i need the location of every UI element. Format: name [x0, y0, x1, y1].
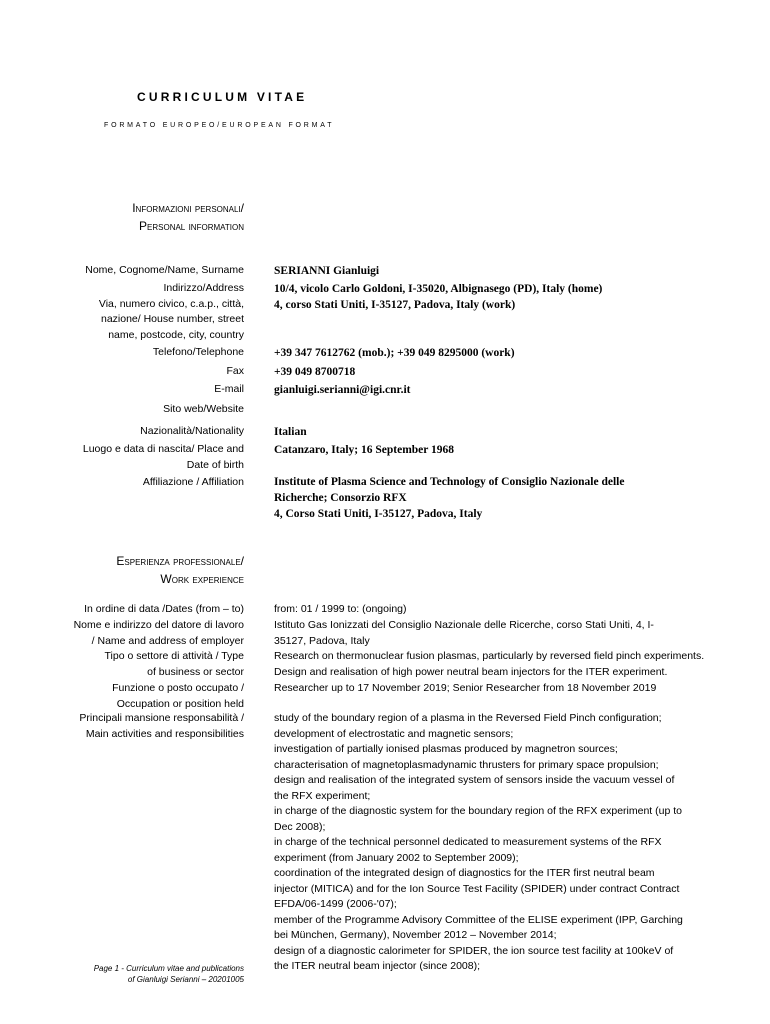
birth-label: Luogo e data di nascita/ Place and Date of birth	[82, 443, 244, 471]
phone-label: Telefono/Telephone	[152, 346, 244, 358]
personal-section-title-line2: Personal information	[139, 219, 244, 233]
cv-title: CURRICULUM VITAE	[137, 90, 308, 104]
personal-section-title	[132, 199, 244, 235]
activity-item: investigation of partially ionised plasmas produced by magnetron sources;	[274, 743, 618, 755]
name-value: SERIANNI Gianluigi	[274, 265, 380, 277]
work-section-title	[116, 552, 244, 588]
activity-item: design and realisation of the integrated system of sensors inside the vacuum vessel of the RFX experiment;	[274, 774, 675, 802]
occupation-value: Researcher up to 17 November 2019; Senior Researcher from 18 November 2019	[274, 682, 657, 694]
activity-item: in charge of the technical personnel dedicated to measurement systems of the RFX experiment (from January 2002 to September 2009);	[274, 836, 662, 864]
occupation-label: Funzione o posto occupato / Occupation or position held	[112, 682, 244, 710]
employer-value: Istituto Gas Ionizzati del Consiglio Nazionale delle Ricerche, corso Stati Uniti, 4, I-35127, Padova, Italy	[274, 619, 654, 647]
footer-line1: Page 1 - Curriculum vitae and publications	[93, 964, 244, 973]
activity-item: member of the Programme Advisory Committee of the ELISE experiment (IPP, Garching bei München, Germany), November 2012 – November 2014;	[274, 913, 683, 941]
fax-label: Fax	[226, 365, 244, 377]
address-label: Indirizzo/Address Via, numero civico, c.a.p., città, nazione/ House number, street name, postcode, city, country	[98, 282, 244, 341]
email-value: gianluigi.serianni@igi.cnr.it	[274, 384, 411, 396]
nationality-value: Italian	[274, 426, 307, 438]
footer-line2: of Gianluigi Serianni – 20201005	[127, 975, 244, 984]
address-value: 10/4, vicolo Carlo Goldoni, I-35020, Albignasego (PD), Italy (home) 4, corso Stati Uniti, I-35127, Padova, Italy (work)	[274, 283, 603, 311]
employer-label: Nome e indirizzo del datore di lavoro / Name and address of employer	[73, 619, 244, 647]
personal-section-title-line1: Informazioni personali/	[132, 201, 244, 215]
work-section-title-line1: Esperienza professionale/	[116, 554, 244, 568]
name-label: Nome, Cognome/Name, Surname	[85, 264, 244, 276]
activity-item: development of electrostatic and magnetic sensors;	[274, 727, 514, 740]
page-footer	[94, 963, 244, 985]
activity-item: coordination of the integrated design of diagnostics for the ITER first neutral beam injector (MITICA) and for the Ion Source Test Facility (SPIDER) under contract Contract EFDA/06-1499 (2006-'07);	[274, 867, 680, 910]
format-subtitle: FORMATO EUROPEO/EUROPEAN FORMAT	[104, 122, 335, 129]
website-label: Sito web/Website	[163, 403, 244, 415]
business-label: Tipo o settore di attività / Type of business or sector	[104, 650, 244, 678]
dates-label: In ordine di data /Dates (from – to)	[84, 603, 244, 615]
dates-value: from: 01 / 1999 to: (ongoing)	[274, 603, 407, 615]
fax-value: +39 049 8700718	[274, 366, 356, 378]
affiliation-label: Affiliazione / Affiliation	[142, 476, 244, 488]
affiliation-value: Institute of Plasma Science and Technology of Consiglio Nazionale delle Richerche; Consorzio RFX 4, Corso Stati Uniti, I-35127, Padova, Italy	[274, 476, 625, 520]
activity-item: in charge of the diagnostic system for the boundary region of the RFX experiment (up to Dec 2008);	[274, 805, 682, 833]
email-label: E-mail	[214, 383, 244, 395]
activity-item: study of the boundary region of a plasma in the Reversed Field Pinch configuration;	[274, 712, 662, 724]
activities-list	[274, 711, 689, 975]
phone-value: +39 347 7612762 (mob.); +39 049 8295000 (work)	[274, 347, 515, 359]
work-section-title-line2: Work experience	[160, 572, 244, 586]
birth-value: Catanzaro, Italy; 16 September 1968	[274, 444, 455, 456]
activities-label: Principali mansione responsabilità / Main activities and responsibilities	[79, 712, 244, 740]
business-value: Research on thermonuclear fusion plasmas, particularly by reversed field pinch experiments. Design and realisation of high power neutral beam injectors for the ITER experiment.	[274, 650, 705, 678]
activity-item: characterisation of magnetoplasmadynamic thrusters for primary space propulsion;	[274, 758, 659, 771]
activity-item: design of a diagnostic calorimeter for SPIDER, the ion source test facility at 100keV of the ITER neutral beam injector (since 2008);	[274, 944, 674, 972]
nationality-label: Nazionalità/Nationality	[140, 425, 244, 437]
